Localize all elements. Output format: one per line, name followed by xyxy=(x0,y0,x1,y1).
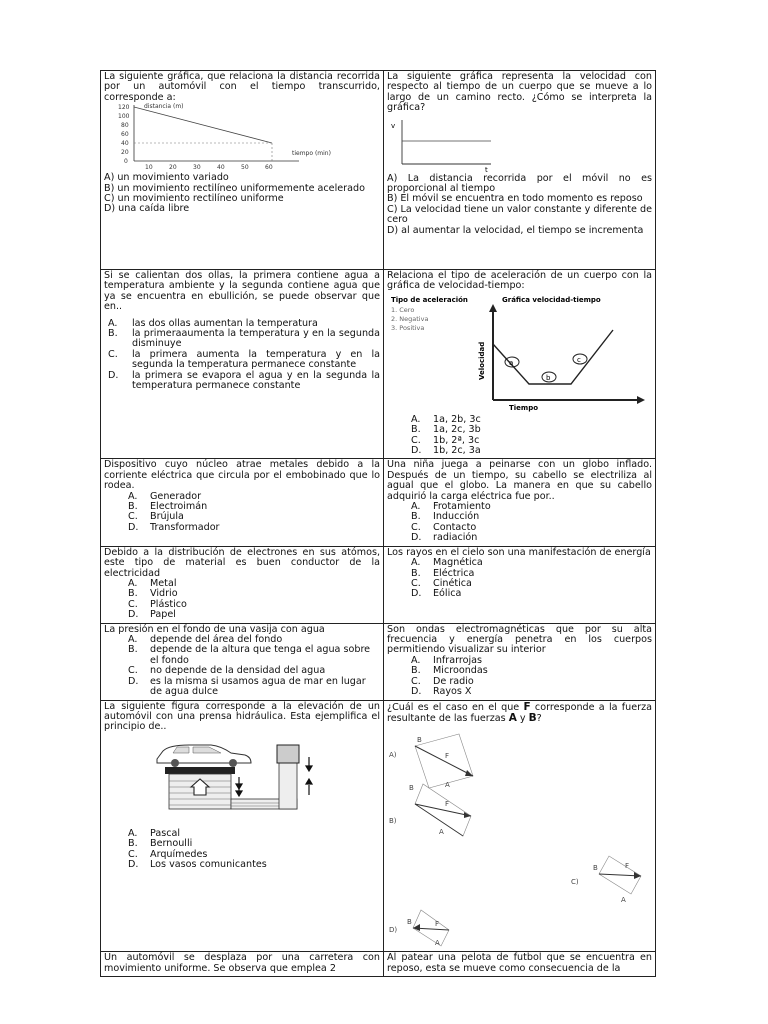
q7-option-a[interactable]: A. Metal xyxy=(128,577,177,589)
question-12 xyxy=(384,700,656,952)
graph-tick: 10 xyxy=(145,164,153,172)
q7-stem: Debido a la distribución de electrones en sus atómos, este tipo de material es buen conductor de la electricidad xyxy=(104,546,380,579)
q2-option-a[interactable]: A) La distancia recorrida por el móvil no es proporcional al tiempo xyxy=(387,172,652,195)
exam-sheet xyxy=(100,70,656,977)
velocity-time-graph xyxy=(387,114,497,174)
q3-stem: Si se calientan dos ollas, la primera contiene agua a temperatura ambiente y la segunda contiene agua que ya se encuentra en ebullición, se puede observar que en.. xyxy=(104,270,380,313)
q4-option-d[interactable]: D. 1b, 2c, 3a xyxy=(411,445,481,457)
q10-option-b[interactable]: B. Microondas xyxy=(411,665,488,677)
q8-stem: Los rayos en el cielo son una manifestación de energía xyxy=(387,546,651,558)
graph-t-label: t xyxy=(485,165,488,174)
distance-time-graph xyxy=(104,103,331,172)
q3-option-d[interactable]: D. la primera se evapora el agua y en la segunda la temperatura permanece constante xyxy=(108,369,380,392)
q2-option-b[interactable]: B) El móvil se encuentra en todo momento es reposo xyxy=(387,193,643,205)
figure-ylabel: Velocidad xyxy=(478,341,486,380)
vector-label: B xyxy=(409,784,414,793)
q2-option-d[interactable]: D) al aumentar la velocidad, el tiempo se incrementa xyxy=(387,224,644,236)
q3-option-c[interactable]: C. la primera aumenta la temperatura y en la segunda la temperatura permanece constante xyxy=(108,348,380,371)
graph-tick: 50 xyxy=(241,164,249,172)
q5-option-d[interactable]: D. Transformador xyxy=(128,521,220,533)
question-6 xyxy=(384,459,656,546)
hydraulic-press-figure xyxy=(149,737,329,817)
q13-stem: Un automóvil se desplaza por una carretera con movimiento uniforme. Se observa que emplea 2 xyxy=(104,952,380,974)
q8-option-d[interactable]: D. Eólica xyxy=(411,588,462,600)
question-8 xyxy=(384,546,656,623)
question-7 xyxy=(101,546,384,623)
q6-stem: Una niña juega a peinarse con un globo inflado. Después de un tiempo, su cabello se electriliza al agual que el globo. La manera en que su cabello adquirió la carga eléctrica fue por.. xyxy=(387,459,652,502)
vector-label: B xyxy=(593,864,598,873)
question-5 xyxy=(101,459,384,546)
curve-label: c xyxy=(577,355,581,364)
graph-tick: 100 xyxy=(118,113,130,121)
q9-option-b[interactable]: B. depende de la altura que tenga el agua sobre el fondo xyxy=(128,644,371,666)
q8-option-c[interactable]: C. Cinética xyxy=(411,577,472,589)
legend-item: 2. Negativa xyxy=(391,314,429,323)
question-13 xyxy=(101,952,384,977)
q12-stem: ¿Cuál es el caso en el que F corresponde a la fuerza resultante de las fuerzas A y B? xyxy=(387,700,652,724)
vector-label: B xyxy=(417,736,422,745)
question-14 xyxy=(384,952,656,977)
q8-option-b[interactable]: B. Eléctrica xyxy=(411,567,475,579)
question-3 xyxy=(101,270,384,459)
graph-tick: 40 xyxy=(217,164,225,172)
q6-option-d[interactable]: D. radiación xyxy=(411,532,478,544)
graph-tick: 80 xyxy=(121,122,129,130)
question-2 xyxy=(384,71,656,270)
q3-option-b[interactable]: B. la primeraaumenta la temperatura y en la segunda disminuye xyxy=(108,328,380,350)
q11-option-a[interactable]: A. Pascal xyxy=(128,827,181,839)
q11-option-b[interactable]: B. Bernoulli xyxy=(128,838,193,850)
q7-option-d[interactable]: D. Papel xyxy=(128,609,176,621)
figure-xlabel: Tiempo xyxy=(509,403,539,412)
graph-tick: 60 xyxy=(265,164,273,172)
q9-option-a[interactable]: A. depende del área del fondo xyxy=(128,633,283,645)
q5-option-a[interactable]: A. Generador xyxy=(128,490,202,502)
q6-option-a[interactable]: A. Frotamiento xyxy=(411,501,491,513)
graph-tick: 60 xyxy=(121,131,129,139)
question-1 xyxy=(101,71,384,270)
case-label: D) xyxy=(389,926,398,935)
q10-option-a[interactable]: A. Infrarrojas xyxy=(411,654,483,666)
vector-label: A xyxy=(621,896,626,905)
q2-option-c[interactable]: C) La velocidad tiene un valor constante y diferente de cero xyxy=(387,203,652,226)
force-vectors-figure xyxy=(387,724,653,949)
q2-stem: La siguiente gráfica representa la velocidad con respecto al tiempo de un cuerpo que se mueve a lo largo de un camino recto. ¿Cómo se interpreta la gráfica? xyxy=(387,71,652,114)
vector-label: F xyxy=(445,800,450,809)
graph-tick: 40 xyxy=(121,140,129,148)
vector-label: A xyxy=(445,781,450,790)
vector-label: A xyxy=(435,939,440,948)
figure-legend-title: Tipo de aceleración xyxy=(391,295,468,304)
graph-v-label: v xyxy=(391,121,396,130)
q1-option-a[interactable]: A) un movimiento variado xyxy=(104,172,229,184)
q7-option-b[interactable]: B. Vidrio xyxy=(128,588,178,600)
case-label: C) xyxy=(571,878,579,887)
graph-tick: 0 xyxy=(124,158,128,166)
graph-tick: 20 xyxy=(169,164,177,172)
graph-tick: 30 xyxy=(193,164,201,172)
q9-option-d[interactable]: D. es la misma si usamos agua de mar en lugar de agua dulce xyxy=(128,675,366,697)
question-11 xyxy=(101,700,384,952)
q1-stem: La siguiente gráfica, que relaciona la distancia recorrida por un automóvil con el tiempo transcurrido, corresponde a: xyxy=(104,71,380,103)
q11-option-c[interactable]: C. Arquímedes xyxy=(128,848,208,860)
q5-option-b[interactable]: B. Electroimán xyxy=(128,501,208,513)
figure-chart-title: Gráfica velocidad-tiempo xyxy=(502,295,601,304)
vector-label: A xyxy=(439,828,444,837)
legend-item: 3. Positiva xyxy=(391,323,425,332)
q7-option-c[interactable]: C. Plástico xyxy=(128,598,187,610)
q4-stem: Relaciona el tipo de aceleración de un cuerpo con la gráfica de velocidad-tiempo: xyxy=(387,270,652,292)
question-9 xyxy=(101,623,384,700)
q4-option-a[interactable]: A. 1a, 2b, 3c xyxy=(411,413,481,425)
q6-option-b[interactable]: B. Inducción xyxy=(411,511,480,523)
graph-ylabel: distancia (m) xyxy=(144,103,184,111)
question-10 xyxy=(384,623,656,700)
q9-stem: La presión en el fondo de una vasija con agua xyxy=(104,623,325,635)
curve-label: b xyxy=(546,373,551,382)
q8-option-a[interactable]: A. Magnética xyxy=(411,557,483,569)
q11-option-d[interactable]: D. Los vasos comunicantes xyxy=(128,858,267,870)
q1-option-c[interactable]: C) un movimiento rectilíneo uniforme xyxy=(104,193,284,205)
q3-option-a[interactable]: A. las dos ollas aumentan la temperatura xyxy=(108,317,318,329)
q11-stem: La siguiente figura corresponde a la elevación de un automóvil con una prensa hidráulica. Esta ejemplifica el principio de.. xyxy=(104,700,380,733)
legend-item: 1. Cero xyxy=(391,305,415,314)
graph-xlabel: tiempo (min) xyxy=(292,150,331,158)
q9-option-c[interactable]: C. no depende de la densidad del agua xyxy=(128,665,326,677)
q4-option-b[interactable]: B. 1a, 2c, 3b xyxy=(411,424,481,436)
q10-stem: Son ondas electromagnéticas que por su alta frecuencia y energía penetra en los cuerpos permitiendo visualizar su interior xyxy=(387,623,652,656)
q14-stem: Al patear una pelota de futbol que se encuentra en reposo, esta se mueve como consecuencia de la xyxy=(387,952,652,974)
vector-label: F xyxy=(435,920,440,929)
q5-option-c[interactable]: C. Brújula xyxy=(128,511,184,523)
vector-label: F xyxy=(625,862,630,871)
case-label: A) xyxy=(389,751,397,760)
acceleration-figure xyxy=(387,292,647,412)
case-label: B) xyxy=(389,817,397,826)
q6-option-c[interactable]: C. Contacto xyxy=(411,521,477,533)
graph-tick: 120 xyxy=(118,104,130,112)
q10-option-c[interactable]: C. De radio xyxy=(411,675,474,687)
graph-tick: 20 xyxy=(121,149,129,157)
vector-label: F xyxy=(445,752,450,761)
question-4 xyxy=(384,270,656,459)
curve-label: a xyxy=(509,358,514,367)
q1-option-b[interactable]: B) un movimiento rectilíneo uniformemente acelerado xyxy=(104,182,365,194)
q5-stem: Dispositivo cuyo núcleo atrae metales debido a la corriente eléctrica que circula por el embobinado que lo rodea. xyxy=(104,459,380,492)
vector-label: B xyxy=(407,918,412,927)
q4-option-c[interactable]: C. 1b, 2ª, 3c xyxy=(411,434,480,446)
q1-option-d[interactable]: D) una caída libre xyxy=(104,203,190,215)
q10-option-d[interactable]: D. Rayos X xyxy=(411,685,472,697)
